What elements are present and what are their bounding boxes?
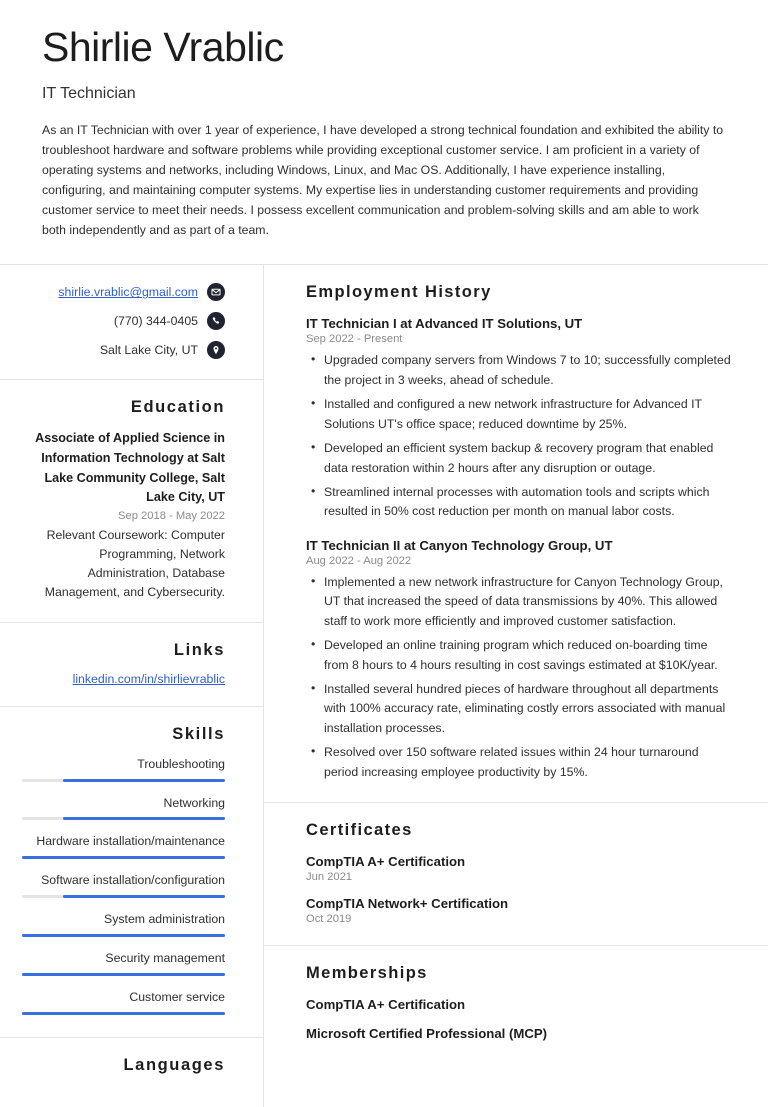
skill-name: Customer service [129,989,225,1004]
bullet: • Developed an efficient system backup & recovery program that enabled data restoration within 2 hours after any disruption or outage. [324,439,732,478]
skill-name: Troubleshooting [137,756,225,771]
contact-email-row[interactable] [22,283,225,301]
bullet: • Implemented a new network infrastructure for Canyon Technology Group, UT that increased the speed of data transmissions by 40%. This allowed staff to work more efficiently and improved customer satisfaction. [324,573,732,631]
right-column [264,265,768,1106]
contact-location-value: Salt Lake City, UT [99,343,198,358]
skill-level-fill [22,1012,225,1015]
skill-level-bar [22,779,225,782]
memberships-block [264,946,768,1061]
employment-item-title: IT Technician II at Canyon Technology Group, UT [306,537,613,553]
resume-body [0,265,768,1106]
skills-block [0,707,263,1038]
languages-block [0,1038,263,1107]
phone-icon [207,312,225,330]
skill-level-fill [22,856,225,859]
membership-item: Microsoft Certified Professional (MCP) [306,1026,548,1042]
education-heading: Education [130,398,225,417]
contact-block [0,265,263,380]
certificate-title: CompTIA Network+ Certification [306,896,509,912]
skill-level-bar [22,973,225,976]
left-column [0,265,264,1106]
employment-item-date: Sep 2022 - Present [306,333,403,346]
skill-level-bar [22,817,225,820]
candidate-job-title: IT Technician [42,85,136,103]
memberships-heading: Memberships [306,964,428,983]
languages-heading: Languages [123,1055,225,1074]
contact-location-row [22,341,225,359]
certificate-date: Jun 2021 [306,871,353,884]
skill-level-fill [63,779,225,782]
certificate-item [306,896,732,925]
certificates-heading: Certificates [306,821,413,840]
skill-name: Software installation/configuration [41,873,225,888]
certificates-block [264,803,768,946]
education-item-description: Relevant Coursework: Computer Programming, Network Administration, Database Management, and Cybersecurity. [44,527,225,599]
skill-name: System administration [104,912,225,927]
skill-level-bar [22,1012,225,1015]
professional-summary: As an IT Technician with over 1 year of experience, I have developed a strong technical foundation and exhibited the ability to troubleshoot hardware and software problems while providing exceptional customer service. I am proficient in a variety of operating systems and networks, including Windows, Linux, and Mac OS. Additionally, I have experience installing, configuring, and maintaining computer systems. My expertise lies in understanding customer requirements and providing customer service to meet their needs. I possess excellent communication and problem-solving skills and am able to work both independently and as part of a team. [42,123,724,237]
contact-phone-value: (770) 344-0405 [113,314,198,329]
skill-item [22,756,225,782]
bullet: • Developed an online training program which reduced on-boarding time from 8 hours to 4 hours resulting in cost savings estimated at $10K/year. [324,636,732,675]
bullet: • Installed several hundred pieces of hardware throughout all departments with 100% accuracy rate, eliminating costly errors associated with manual installation processes. [324,680,732,738]
bullet: • Streamlined internal processes with automation tools and scripts which resulted in 50% cost reduction per month on manual labor costs. [324,483,732,522]
links-heading: Links [173,640,225,659]
employment-item [306,316,732,521]
employment-item-title: IT Technician I at Advanced IT Solutions, UT [306,316,583,332]
skill-level-fill [22,973,225,976]
skill-level-fill [63,895,225,898]
candidate-name: Shirlie Vrablic [42,24,284,70]
map-pin-icon [207,341,225,359]
employment-item-bullets [306,573,732,782]
employment-item-date: Aug 2022 - Aug 2022 [306,554,412,567]
skill-item [22,911,225,937]
employment-heading: Employment History [306,283,492,302]
employment-item-bullets [306,351,732,521]
skill-name: Security management [105,950,225,965]
skill-level-fill [63,817,225,820]
skill-name: Hardware installation/maintenance [36,834,225,849]
skills-heading: Skills [172,724,225,743]
skill-level-bar [22,934,225,937]
skill-item [22,950,225,976]
link-item[interactable] [22,672,225,686]
skill-item [22,989,225,1015]
education-item-date: Sep 2018 - May 2022 [118,509,225,522]
bullet: • Installed and configured a new network infrastructure for Advanced IT Solutions UT's office space; reduced downtime by 25%. [324,395,732,434]
education-block [0,380,263,622]
envelope-icon [207,283,225,301]
certificate-item [306,854,732,883]
skill-level-bar [22,856,225,859]
certificate-date: Oct 2019 [306,913,352,926]
skill-name: Networking [163,795,225,810]
employment-block [264,265,768,803]
skill-level-bar [22,895,225,898]
membership-item: CompTIA A+ Certification [306,997,466,1013]
employment-item [306,538,732,782]
linkedin-link[interactable]: linkedin.com/in/shirlievrablic [72,671,225,686]
certificate-title: CompTIA A+ Certification [306,854,466,870]
resume-header [0,0,768,265]
bullet: • Upgraded company servers from Windows 7 to 10; successfully completed the project in 3 weeks, ahead of schedule. [324,351,732,390]
skill-item [22,795,225,821]
skill-level-fill [22,934,225,937]
skill-item [22,872,225,898]
education-item [22,429,225,601]
links-block [0,623,263,707]
contact-email-link[interactable]: shirlie.vrablic@gmail.com [58,285,198,300]
skill-item [22,833,225,859]
bullet: • Resolved over 150 software related issues within 24 hour turnaround period increasing employee productivity by 15%. [324,743,732,782]
contact-phone-row [22,312,225,330]
education-item-title: Associate of Applied Science in Information Technology at Salt Lake Community College, Salt Lake City, UT [35,431,225,505]
